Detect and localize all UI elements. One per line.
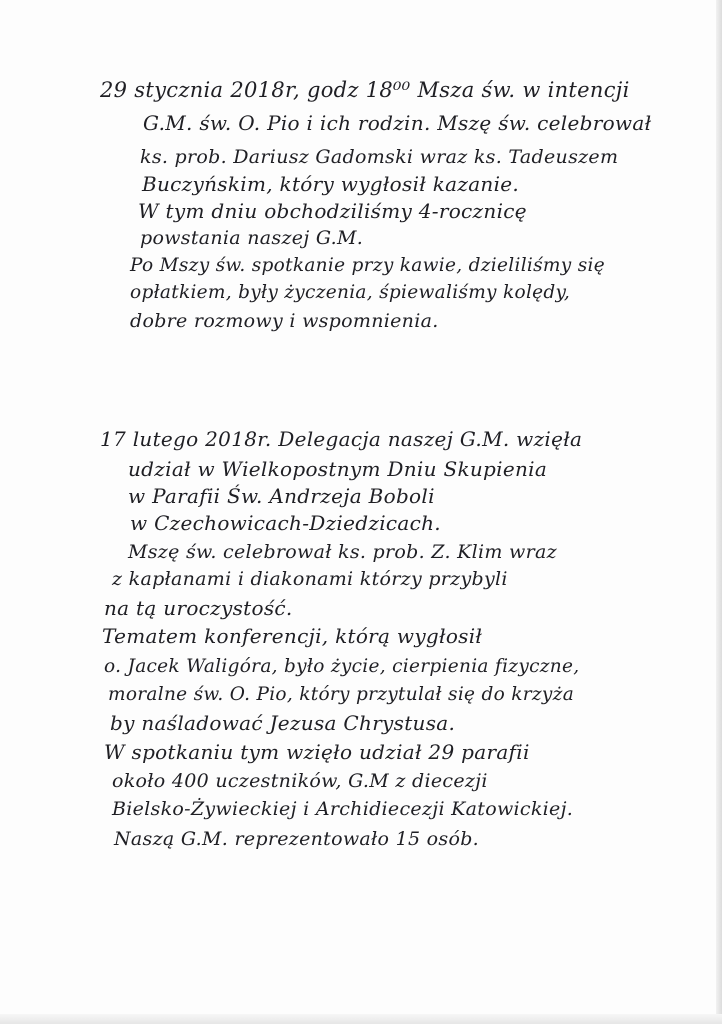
entry-line: Bielsko-Żywieckiej i Archidiecezji Katowickiej. (112, 798, 574, 820)
entry-line: G.M. św. O. Pio i ich rodzin. Mszę św. celebrował (143, 111, 652, 135)
entry-line: ks. prob. Dariusz Gadomski wraz ks. Tadeuszem (140, 146, 619, 168)
entry-line: na tą uroczystość. (104, 596, 293, 620)
entry-line: 29 stycznia 2018r, godz 18⁰⁰ Msza św. w intencji (100, 78, 630, 102)
entry-line: moralne św. O. Pio, który przytulał się do krzyża (108, 684, 575, 705)
entry-line: Tematem konferencji, którą wygłosił (102, 624, 483, 648)
entry-line: w Parafii Św. Andrzeja Boboli (128, 484, 435, 508)
entry-line: opłatkiem, były życzenia, śpiewaliśmy kolędy, (130, 282, 571, 303)
entry-line: Buczyńskim, który wygłosił kazanie. (142, 172, 520, 196)
entry-line: z kapłanami i diakonami którzy przybyli (112, 568, 508, 590)
entry-line: dobre rozmowy i wspomnienia. (130, 310, 439, 332)
entry-line: 17 lutego 2018r. Delegacja naszej G.M. wzięła (100, 427, 583, 451)
entry-line: Naszą G.M. reprezentowało 15 osób. (114, 828, 480, 850)
page-edge-shadow (716, 0, 722, 1024)
entry-line: W spotkaniu tym wzięło udział 29 parafii (104, 740, 530, 764)
entry-line: udział w Wielkopostnym Dniu Skupienia (128, 457, 548, 481)
entry-line: powstania naszej G.M. (140, 227, 364, 249)
entry-line: około 400 uczestników, G.M z diecezji (112, 770, 488, 792)
entry-line: Mszę św. celebrował ks. prob. Z. Klim wraz (128, 541, 557, 563)
entry-line: Po Mszy św. spotkanie przy kawie, dzieliliśmy się (130, 255, 605, 276)
entry-line: w Czechowicach-Dziedzicach. (130, 511, 441, 535)
entry-line: by naśladować Jezusa Chrystusa. (110, 711, 456, 735)
entry-line: W tym dniu obchodziliśmy 4-rocznicę (138, 199, 527, 223)
entry-line: o. Jacek Waligóra, było życie, cierpienia fizyczne, (104, 656, 580, 677)
page-bottom-shadow (0, 1014, 722, 1024)
